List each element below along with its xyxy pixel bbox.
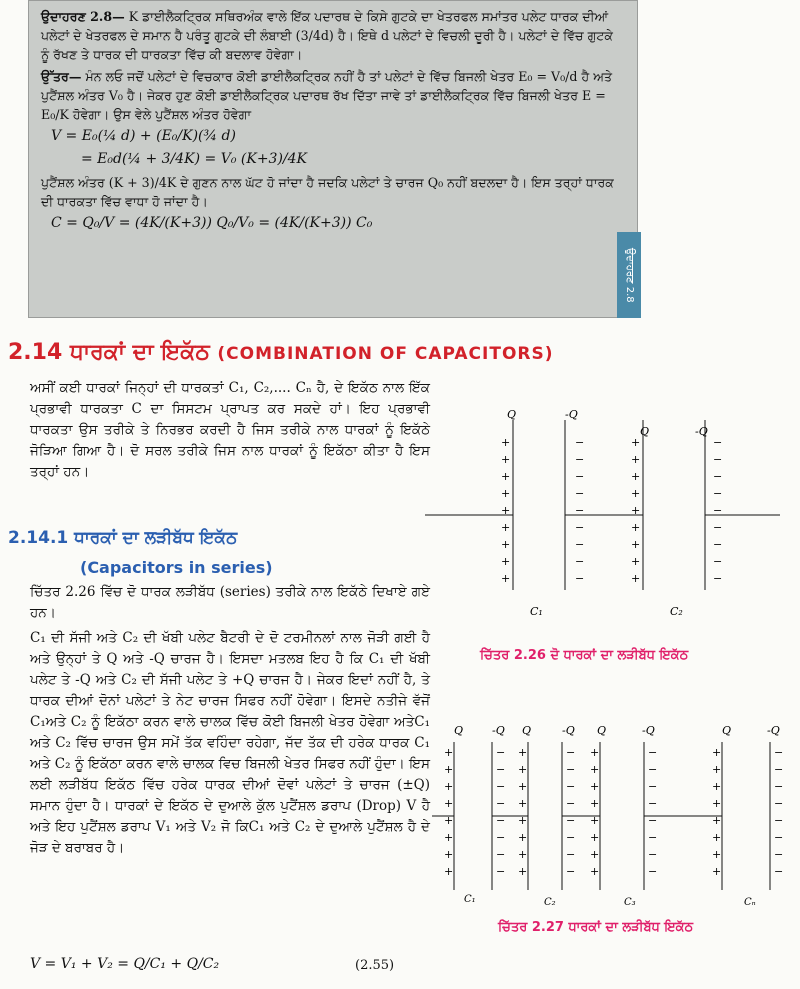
- charge-sign: −: [648, 797, 658, 810]
- charge-sign: +: [444, 797, 454, 810]
- charge-sign: −: [648, 865, 658, 878]
- charge-sign: +: [501, 538, 511, 551]
- charge-sign: +: [590, 780, 600, 793]
- fig1-c2-label: C₂: [670, 605, 683, 618]
- fig1-label-q1: Q: [507, 410, 517, 421]
- charge-sign: +: [444, 848, 454, 861]
- figure-2-27-caption: ਚਿੱਤਰ 2.27 ਧਾਰਕਾਂ ਦਾ ਲੜੀਬੱਧ ਇਕੱਠ: [498, 920, 694, 935]
- charge-sign: −: [575, 453, 585, 466]
- charge-sign: +: [712, 814, 722, 827]
- section-title-en: (COMBINATION OF CAPACITORS): [217, 344, 554, 364]
- charge-sign: −: [496, 814, 506, 827]
- charge-sign: −: [713, 453, 723, 466]
- charge-sign: +: [518, 814, 528, 827]
- charge-sign: +: [712, 780, 722, 793]
- fig1-label-q2: -Q: [565, 410, 578, 421]
- fig2-cn-label: Cₙ: [744, 897, 756, 908]
- charge-sign: +: [501, 572, 511, 585]
- charge-sign: −: [575, 555, 585, 568]
- charge-sign: +: [501, 504, 511, 517]
- charge-sign: −: [496, 848, 506, 861]
- charge-sign: −: [648, 831, 658, 844]
- subsection-para2: C₁ ਦੀ ਸੱਜੀ ਅਤੇ C₂ ਦੀ ਖੱਬੀ ਪਲੇਟ ਬੈਟਰੀ ਦੇ ਦੋ ਟਰਮੀਨਲਾਂ ਨਾਲ ਜੋੜੀ ਗਈ ਹੈ ਅਤੇ ਉਨ੍ਹਾਂ ਤੇ Q ਅਤੇ -Q ਚਾਰਜ ਹੈ। ਇਸਦਾ ਮਤਲਬ ਇਹ ਹੈ ਕਿ C₁ ਦੀ ਖੱਬੀ ਪਲੇਟ ਤੇ -Q ਅਤੇ C₂ ਦੀ ਸੱਜੀ ਪਲੇਟ ਤੇ +Q ਚਾਰਜ ਹੈ। ਜੇਕਰ ਇਦਾਂ ਨਹੀਂ ਹੈ, ਤੇ ਧਾਰਕ ਦੀਆਂ ਦੋਨਾਂ ਪਲੇਟਾਂ ਤੇ ਨੇਟ ਚਾਰਜ ਸਿਫਰ ਨਹੀਂ ਹੋਵੇਗਾ। ਇਸਦੇ ਨਤੀਜੇ ਵੱਜੋਂ C₁ਅਤੇ C₂ ਨੂੰ ਇਕੱਠਾ ਕਰਨ ਵਾਲੇ ਚਾਲਕ ਵਿੱਚ ਕੋਈ ਬਿਜਲੀ ਖੇਤਰ ਹੋਵੇਗਾ ਅਤੇC₁ ਅਤੇ C₂ ਵਿੱਚ ਚਾਰਜ ਉਸ ਸਮੇਂ ਤੱਕ ਵਹਿੰਦਾ ਰਹੇਗਾ, ਜੱਦ ਤੱਕ ਦੀ ਹਰੇਕ ਧਾਰਕ C₁ ਅਤੇ C₂ ਨੂੰ ਇਕੱਠਾ ਕਰਨ ਵਾਲੇ ਚਾਲਕ ਵਿਚ ਬਿਜਲੀ ਖੇਤਰ ਸਿਫਰ ਨਹੀਂ ਹੁੰਦਾ। ਇਸ ਲਈ ਲੜੀਬੱਧ ਇਕੱਠ ਵਿੱਚ ਹਰੇਕ ਧਾਰਕ ਦੀਆਂ ਦੋਵਾਂ ਪਲੇਟਾਂ ਤੇ ਚਾਰਜ (±Q) ਸਮਾਨ ਹੁੰਦਾ ਹੈ। ਧਾਰਕਾਂ ਦੇ ਇਕੱਠ ਦੇ ਦੁਆਲੇ ਕੁੱਲ ਪੁਟੈਂਸ਼ਲ ਡਰਾਪ (Drop) V ਹੈ ਅਤੇ ਇਹ ਪੁਟੈਂਸ਼ਲ ਡਰਾਪ V₁ ਅਤੇ V₂ ਜੋ ਕਿC₁ ਅਤੇ C₂ ਦੇ ਦੁਆਲੇ ਪੁਟੈਂਸ਼ਲ ਹੈ ਦੇ ਜੋੜ ਦੇ ਬਰਾਬਰ ਹੈ।: [30, 630, 430, 856]
- subsection-heading: [8, 528, 237, 548]
- charge-sign: +: [518, 780, 528, 793]
- charge-sign: +: [590, 797, 600, 810]
- section-title: [8, 340, 554, 365]
- charge-sign: +: [518, 848, 528, 861]
- figure-1-charges: [501, 436, 722, 585]
- subsection-title-pa: ਧਾਰਕਾਂ ਦਾ ਲੜੀਬੱਧ ਇਕੱਠ: [74, 528, 238, 548]
- fig2-label-1: Q: [454, 724, 464, 737]
- example-question: [41, 7, 625, 64]
- charge-sign: −: [648, 780, 658, 793]
- charge-sign: +: [501, 487, 511, 500]
- answer-heading: ਉੱਤਰ—: [41, 69, 82, 84]
- question-text: K ਡਾਈਲੈਕਟ੍ਰਿਕ ਸਥਿਰਅੰਕ ਵਾਲੇ ਇੱਕ ਪਦਾਰਥ ਦੇ ਕਿਸੇ ਗੁਟਕੇ ਦਾ ਖੇਤਰਫਲ ਸਮਾਂਤਰ ਪਲੇਟ ਧਾਰਕ ਦੀਆਂ ਪਲੇਟਾਂ ਦੇ ਖੇਤਰਫਲ ਦੇ ਸਮਾਨ ਹੈ ਪਰੰਤੂ ਗੁਟਕੇ ਦੀ ਲੰਬਾਈ (3/4d) ਹੈ। ਇਥੇ d ਪਲੇਟਾਂ ਦੇ ਵਿਚਲੀ ਦੂਰੀ ਹੈ। ਪਲੇਟਾਂ ਦੇ ਵਿੱਚ ਗੁਟਕੇ ਨੂੰ ਰੱਖਣ ਤੇ ਧਾਰਕ ਦੀ ਧਾਰਕਤਾ ਵਿੱਚ ਕੀ ਬਦਲਾਵ ਹੋਵੇਗਾ।: [41, 9, 614, 62]
- charge-sign: +: [444, 865, 454, 878]
- charge-sign: +: [444, 814, 454, 827]
- charge-sign: −: [566, 848, 576, 861]
- fig1-c1-label: C₁: [530, 605, 543, 618]
- charge-sign: +: [501, 555, 511, 568]
- figure-2-26: [425, 410, 785, 630]
- fig1-label-q3: Q: [640, 425, 650, 438]
- charge-sign: −: [774, 797, 784, 810]
- conclusion-text: ਪੁਟੈਂਸ਼ਲ ਅੰਤਰ (K + 3)/4K ਦੇ ਗੁਣਨ ਨਾਲ ਘੱਟ ਹੋ ਜਾਂਦਾ ਹੈ ਜਦਕਿ ਪਲੇਟਾਂ ਤੇ ਚਾਰਜ Q₀ ਨਹੀਂ ਬਦਲਦਾ ਹੈ। ਇਸ ਤਰ੍ਹਾਂ ਧਾਰਕ ਦੀ ਧਾਰਕਤਾ ਵਿੱਚ ਵਾਧਾ ਹੋ ਜਾਂਦਾ ਹੈ।: [41, 175, 614, 209]
- charge-sign: −: [774, 780, 784, 793]
- charge-sign: +: [631, 521, 641, 534]
- example-side-tab: ਉਦਾਹਰਣ 2.8: [617, 232, 641, 318]
- fig2-c2-label: C₂: [544, 897, 556, 908]
- charge-sign: +: [501, 521, 511, 534]
- charge-sign: +: [590, 865, 600, 878]
- example-heading: ਉਦਾਹਰਣ 2.8—: [41, 9, 125, 24]
- charge-sign: −: [648, 814, 658, 827]
- charge-sign: +: [631, 453, 641, 466]
- charge-sign: −: [496, 831, 506, 844]
- charge-sign: −: [713, 572, 723, 585]
- charge-sign: −: [648, 746, 658, 759]
- charge-sign: +: [631, 487, 641, 500]
- charge-sign: −: [575, 470, 585, 483]
- charge-sign: −: [774, 763, 784, 776]
- charge-sign: −: [566, 746, 576, 759]
- equation-3: C = Q₀/V = (4K/(K+3)) Q₀/V₀ = (4K/(K+3)) C₀: [51, 215, 373, 231]
- charge-sign: +: [501, 453, 511, 466]
- subsection-para1: ਚਿੱਤਰ 2.26 ਵਿੱਚ ਦੋ ਧਾਰਕ ਲੜੀਬੱਧ (series) ਤਰੀਕੇ ਨਾਲ ਇਕੱਠੇ ਦਿਖਾਏ ਗਏ ਹਨ।: [30, 584, 430, 621]
- fig1-label-q4: -Q: [695, 425, 708, 438]
- charge-sign: +: [518, 865, 528, 878]
- charge-sign: +: [590, 746, 600, 759]
- subsection-title-en: (Capacitors in series): [80, 558, 273, 577]
- charge-sign: −: [566, 814, 576, 827]
- fig2-label-5: Q: [597, 724, 607, 737]
- charge-sign: −: [566, 865, 576, 878]
- answer-text: ਮੰਨ ਲਓ ਜਦੋਂ ਪਲੇਟਾਂ ਦੇ ਵਿਚਕਾਰ ਕੋਈ ਡਾਈਲੈਕਟ੍ਰਿਕ ਨਹੀਂ ਹੈ ਤਾਂ ਪਲੇਟਾਂ ਦੇ ਵਿੱਚ ਬਿਜਲੀ ਖੇਤਰ E₀ = V₀/d ਹੈ ਅਤੇ ਪੁਟੈਂਸ਼ਲ ਅੰਤਰ V₀ ਹੈ। ਜੇਕਰ ਹੁਣ ਕੋਈ ਡਾਈਲੈਕਟ੍ਰਿਕ ਪਦਾਰਥ ਰੱਖ ਦਿੱਤਾ ਜਾਵੇ ਤਾਂ ਡਾਈਲੈਕਟ੍ਰਿਕ ਵਿੱਚ ਬਿਜਲੀ ਖੇਤਰ E = E₀/K ਹੋਵੇਗਾ। ਉਸ ਵੇਲੇ ਪੁਟੈਂਸ਼ਲ ਅੰਤਰ ਹੋਵੇਗਾ: [41, 69, 613, 122]
- charge-sign: +: [518, 746, 528, 759]
- charge-sign: −: [774, 746, 784, 759]
- charge-sign: +: [444, 746, 454, 759]
- figure-2-27: [432, 722, 792, 922]
- charge-sign: −: [575, 487, 585, 500]
- charge-sign: −: [496, 797, 506, 810]
- charge-sign: −: [713, 538, 723, 551]
- charge-sign: +: [631, 555, 641, 568]
- charge-sign: +: [444, 763, 454, 776]
- charge-sign: −: [713, 470, 723, 483]
- charge-sign: −: [566, 831, 576, 844]
- equation-1: V = E₀(¼ d) + (E₀/K)(¾ d): [51, 128, 236, 144]
- charge-sign: −: [575, 504, 585, 517]
- charge-sign: +: [518, 831, 528, 844]
- example-answer: [41, 67, 625, 124]
- charge-sign: +: [590, 763, 600, 776]
- section-number: 2.14: [8, 340, 63, 365]
- figure-2-charges: [444, 746, 783, 878]
- charge-sign: −: [774, 831, 784, 844]
- charge-sign: −: [713, 504, 723, 517]
- charge-sign: −: [575, 521, 585, 534]
- fig2-c1-label: C₁: [464, 894, 476, 905]
- charge-sign: +: [631, 504, 641, 517]
- example-box: [28, 0, 638, 318]
- fig2-c3-label: C₃: [624, 897, 636, 908]
- equation-2: = E₀d(¼ + 3/4K) = V₀ (K+3)/4K: [81, 151, 307, 167]
- charge-sign: −: [713, 487, 723, 500]
- charge-sign: +: [631, 470, 641, 483]
- subsection-number: 2.14.1: [8, 528, 69, 548]
- section-title-pa: ਧਾਰਕਾਂ ਦਾ ਇਕੱਠ: [69, 340, 210, 365]
- charge-sign: −: [496, 746, 506, 759]
- fig2-label-4: -Q: [562, 724, 575, 737]
- charge-sign: +: [712, 865, 722, 878]
- charge-sign: +: [501, 436, 511, 449]
- charge-sign: +: [444, 831, 454, 844]
- charge-sign: −: [566, 780, 576, 793]
- charge-sign: −: [575, 436, 585, 449]
- charge-sign: −: [496, 865, 506, 878]
- fig2-label-6: -Q: [642, 724, 655, 737]
- fig2-label-7: Q: [722, 724, 732, 737]
- charge-sign: +: [444, 780, 454, 793]
- charge-sign: −: [713, 521, 723, 534]
- charge-sign: −: [566, 797, 576, 810]
- fig2-label-3: Q: [522, 724, 532, 737]
- charge-sign: −: [774, 848, 784, 861]
- series-equation: V = V₁ + V₂ = Q/C₁ + Q/C₂: [30, 956, 220, 972]
- charge-sign: +: [518, 763, 528, 776]
- charge-sign: −: [774, 814, 784, 827]
- charge-sign: +: [712, 831, 722, 844]
- charge-sign: +: [590, 814, 600, 827]
- charge-sign: +: [518, 797, 528, 810]
- fig2-label-8: -Q: [767, 724, 780, 737]
- charge-sign: +: [712, 763, 722, 776]
- charge-sign: −: [566, 763, 576, 776]
- charge-sign: +: [631, 436, 641, 449]
- charge-sign: −: [496, 763, 506, 776]
- charge-sign: −: [575, 572, 585, 585]
- charge-sign: −: [648, 848, 658, 861]
- charge-sign: +: [631, 538, 641, 551]
- figure-2-26-caption: ਚਿੱਤਰ 2.26 ਦੋ ਧਾਰਕਾਂ ਦਾ ਲੜੀਬੱਧ ਇਕੱਠ: [480, 648, 689, 663]
- fig2-label-2: -Q: [492, 724, 505, 737]
- charge-sign: +: [501, 470, 511, 483]
- charge-sign: +: [631, 572, 641, 585]
- charge-sign: +: [590, 848, 600, 861]
- charge-sign: −: [648, 763, 658, 776]
- section-intro: ਅਸੀਂ ਕਈ ਧਾਰਕਾਂ ਜਿਨ੍ਹਾਂ ਦੀ ਧਾਰਕਤਾਂ C₁, C₂,.... Cₙ ਹੈ, ਦੇ ਇਕੱਠ ਨਾਲ ਇੱਕ ਪ੍ਰਭਾਵੀ ਧਾਰਕਤਾ C ਦਾ ਸਿਸਟਮ ਪ੍ਰਾਪਤ ਕਰ ਸਕਦੇ ਹਾਂ। ਇਹ ਪ੍ਰਭਾਵੀ ਧਾਰਕਤਾ ਉਸ ਤਰੀਕੇ ਤੇ ਨਿਰਭਰ ਕਰਦੀ ਹੈ ਜਿਸ ਤਰੀਕੇ ਨਾਲ ਧਾਰਕਾਂ ਨੂੰ ਇਕੱਠੇ ਜੋੜਿਆ ਗਿਆ ਹੈ। ਦੋ ਸਰਲ ਤਰੀਕੇ ਜਿਸ ਨਾਲ ਧਾਰਕਾਂ ਨੂੰ ਇਕੱਠਾ ਕੀਤਾ ਹੈ ਇਸ ਤਰ੍ਹਾਂ ਹਨ।: [30, 380, 430, 480]
- charge-sign: −: [713, 555, 723, 568]
- charge-sign: −: [774, 865, 784, 878]
- equation-number: (2.55): [355, 958, 395, 973]
- charge-sign: +: [712, 848, 722, 861]
- charge-sign: +: [712, 797, 722, 810]
- charge-sign: −: [496, 780, 506, 793]
- charge-sign: +: [712, 746, 722, 759]
- charge-sign: +: [590, 831, 600, 844]
- charge-sign: −: [713, 436, 723, 449]
- charge-sign: −: [575, 538, 585, 551]
